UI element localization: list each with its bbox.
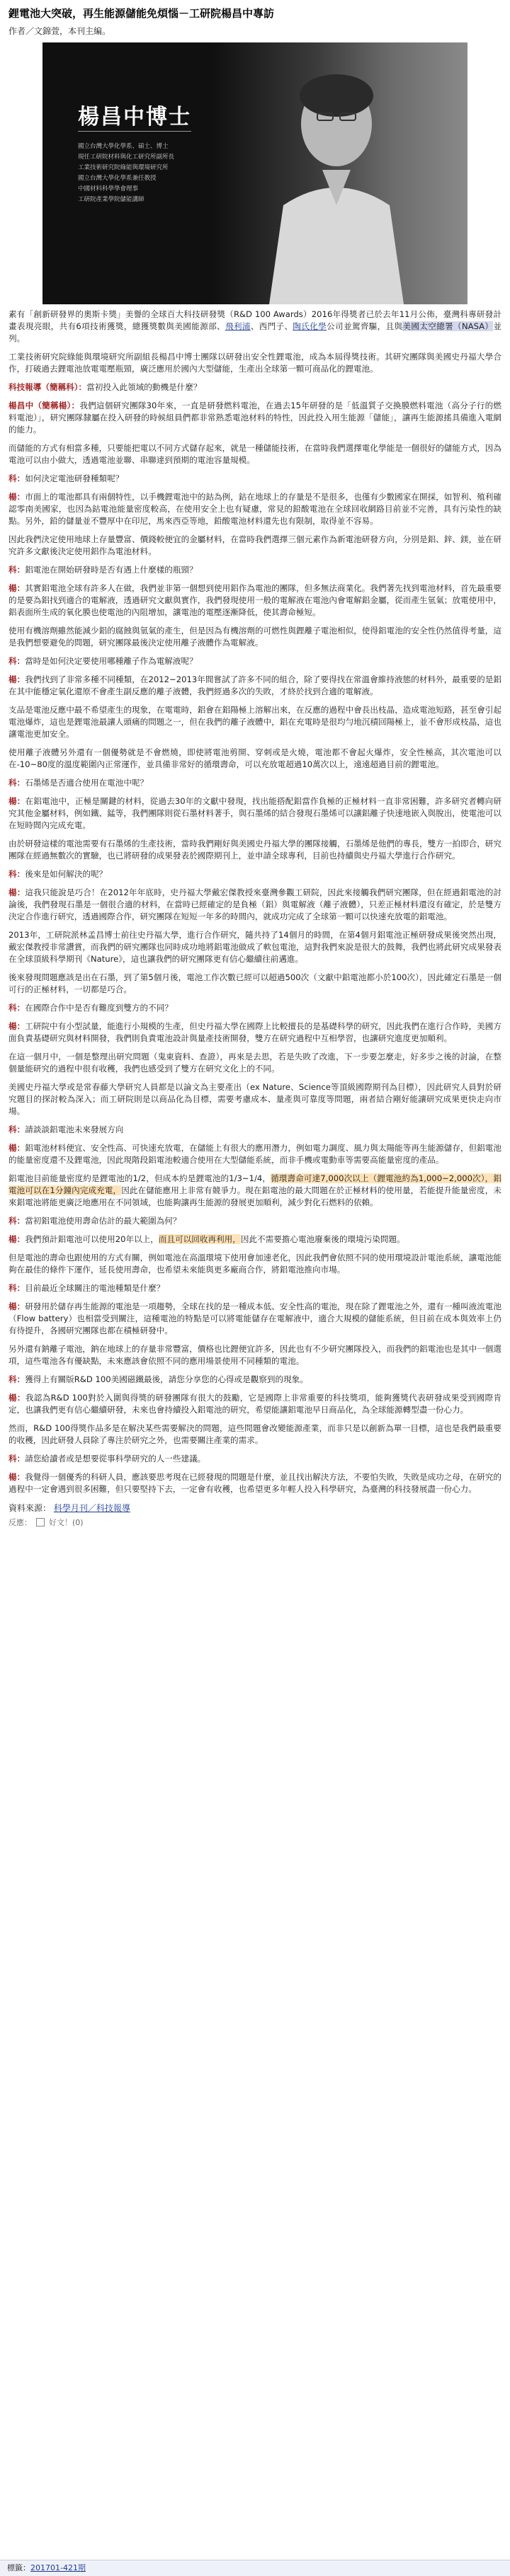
article-paragraph	[8, 1374, 502, 1386]
speaker-label: 楊：	[8, 1472, 26, 1482]
paragraph-text: 並列。	[8, 321, 502, 343]
paragraph-text: 因此不需要擔心電池廢棄後的環境污染問題。	[240, 1234, 405, 1244]
article-paragraph	[8, 887, 502, 923]
paragraph-text: 獲得上有關版R&D 100美國磁鐵最後，請您分享您的心得或是觀察到的現象。	[25, 1374, 308, 1384]
speaker-label: 科技報導（簡稱科）：	[8, 382, 87, 392]
source-label: 資料來源：	[8, 1503, 52, 1513]
article-body	[8, 309, 502, 1495]
article-paragraph	[8, 1215, 502, 1227]
paragraph-text: 2013年，工研院派林孟昌博士前往史丹福大學，進行合作研究，隨共持了14個月的時間，在第4個月鋁電池正極研發成果後突然出現，戴宏傑教授非常讚賞，而我們的研究團隊也同時成功地將鋁電池做成了軟包電池，這對我們來說是很大的鼓舞，我們也將此研究成果發表在全球頂級科學期刊《Nature》，這也讓我們的研究團隊更有信心繼續往前邁進。	[8, 930, 502, 964]
article-paragraph	[8, 838, 502, 862]
paragraph-text: 石墨烯是否適合使用在電池中呢？	[25, 778, 149, 788]
article-paragraph	[8, 747, 502, 771]
article-paragraph	[8, 1081, 502, 1117]
paragraph-text: 因此我們決定使用地球上存量豐富、價錢較便宜的金屬材料，在當時我們選擇三個元素作為新電池研發方向，分別是鋁、鋅、鎂，並在研究許多文獻後決定使用鋁作為電池材料。	[8, 534, 502, 556]
paragraph-text: 後來發現問題應該是出在石墨，到了第5個月後，電池工作次數已經可以超過500次（文獻中鋁電池都小於100次），因此確定石墨是一個可行的正極材料，一切都是巧合。	[8, 972, 502, 994]
article-paragraph	[8, 564, 502, 576]
paragraph-text: 支品是電池反應中最不希望產生的現象，在電電時，鋁會在鋁陽極上溶解出來，在反應的過程中會長出枝晶，造成電池短路，甚至會引起電池爆炸，這也是鋰電池最讓人頭痛的問題之一，但在我們的離子液體中，鋁在充電時是很均勻地沉積回陽極上，並不會形成枝晶，這也讓電池更加安全。	[8, 705, 502, 739]
bio-line: 工研院產業學院儲能講師	[78, 196, 144, 203]
article-paragraph	[8, 381, 502, 393]
tag-label: 標籤：	[7, 2563, 30, 2572]
paragraph-text: 我認為R&D 100對於入圍與得獎的研發團隊有很大的鼓勵，它是國際上非常重要的科技獎項，能夠獲獎代表研發成果受到國際肯定，也讓我們更有信心繼續研發，未來也會持續投入鋁電池的研究，希望能讓鋁電池早日商品化，為全球能源轉型盡一份心力。	[8, 1393, 502, 1415]
speaker-label: 科：	[8, 1374, 26, 1384]
bio-line: 工業技術研究院綠能與環境研究所	[78, 164, 169, 171]
speaker-label: 科：	[8, 473, 26, 483]
paragraph-text: 工業技術研究院綠能與環境研究所副組長楊昌中博士團隊以研發出安全性鋰電池，成為本屆得獎技術。其研究團隊與美國史丹福大學合作，打破過去鋰電池放電電壓瓶頸，廣泛應用於國內大型儲能，生產出全球第一顆可商品化的鋰電池。	[8, 352, 502, 374]
paragraph-text: 由於研發這樣的電池需要有石墨烯的生產技術，當時我們剛好與美國史丹福大學的團隊接觸，石墨烯是他們的專長，雙方一拍即合，研究團隊在經過無數次的實驗，也已將研發的成果發表於國際期刊上，並申請全球專利，目前也持續與史丹福大學進行合作研究。	[8, 839, 502, 861]
byline: 作者／文錦萱，本刊主編。	[8, 26, 111, 36]
paragraph-text: 請談談鋁電池未來發展方向	[25, 1125, 124, 1134]
bio-line: 中國材料科學學會理事	[78, 185, 139, 192]
paragraph-text: 當時是如何決定要使用哪種離子作為電解液呢？	[25, 656, 198, 666]
interview-photo	[42, 42, 468, 304]
speaker-label: 楊：	[8, 492, 26, 502]
speaker-label: 楊：	[8, 1234, 26, 1244]
speaker-label: 楊昌中（簡稱楊）：	[8, 401, 80, 410]
paragraph-text: 當初投入此領域的動機是什麼？	[86, 382, 202, 392]
reaction-option[interactable]: 好文！(0)	[49, 1518, 84, 1527]
paragraph-text: 使用有機溶劑雖然能減少鋁的腐蝕與氫氣的產生，但是因為有機溶劑的可燃性與鋰離子電池相似，使得鋁電池的安全性仍然值得考量，這是我們想要避免的問題，研究團隊最後決定使用離子液體作為電解液。	[8, 626, 502, 648]
portrait-image	[255, 64, 418, 304]
speaker-label: 楊：	[8, 583, 26, 593]
paragraph-text: 在這一個月中，一個是整理出研究問題（鬼東資料、查證），再來是去思，若是失敗了改進，下一步要怎麼走，好多步之後的討論，在整個量能研究的過程中很有收穫，我們也感受到了雙方在研究文化上的不同。	[8, 1052, 502, 1074]
paragraph-text: 鋁電池目前能量密度約是鋰電池的1/2，但成本約是鋰電池的1/3~1/4，	[8, 1173, 271, 1183]
article-title: 鋰電池大突破，再生能源儲能免煩惱－工研院楊昌中專訪	[8, 7, 275, 20]
article-paragraph	[8, 625, 502, 649]
article-paragraph	[8, 582, 502, 619]
source-link[interactable]: 科學月刊／科技報導	[53, 1503, 130, 1513]
article-paragraph	[8, 1173, 502, 1209]
article-paragraph	[8, 795, 502, 832]
reaction-label: 反應：	[8, 1518, 32, 1527]
paragraph-text: 其實鋁電池全球有許多人在做，我們並非第一個想到使用鋁作為電池的團隊，但多無法商業化。我們著先找到電池材料，首先最重要的是要為鋁找到適合的電解液，透過研究文獻與實作，我們發現使用一般的電解液在電池內會電解鋁金屬，從而產生氫氣；放電使用中，鋁表面所生成的氧化膜也使電池的內阻增加，讓電池的電壓逐漸降低，使其壽命極短。	[8, 583, 502, 617]
article-paragraph	[8, 1020, 502, 1045]
paragraph-text: 在鋁電池中，正極是關鍵的材料，從過去30年的文獻中發現，找出能搭配鋁當作負極的正極材料一直非常困難，許多研究者轉向研究其他金屬材料，例如鐵、錳等，我們團隊則從石墨材料著手，與石墨烯的結合發現石墨烯可以讓鋁離子快速地嵌入與脫出，使電池可以在短時間內完成充電。	[8, 796, 502, 830]
speaker-label: 楊：	[8, 674, 26, 684]
article-paragraph	[8, 777, 502, 789]
paragraph-text: 我們預計鋁電池可以使用20年以上，	[25, 1234, 159, 1244]
portrait-name: 楊昌中博士	[78, 105, 191, 130]
paragraph-text: 另外還有鈉離子電池，鈉在地球上的存量非常豐富，價格也比鋰便宜許多，因此也有不少研究團隊投入，而我們的鋁電池也是其中一個選項，這些電池各有優缺點，未來應該會依照不同的應用場景使用不同種類的電池。	[8, 1344, 502, 1366]
paragraph-text: 目前最近全球關注的電池種類是什麼？	[25, 1283, 165, 1293]
paragraph-text: 、西門子、	[250, 321, 293, 331]
speaker-label: 科：	[8, 1125, 26, 1134]
tag-footer	[0, 2560, 510, 2576]
article-paragraph	[8, 534, 502, 558]
article-paragraph	[8, 1301, 502, 1337]
paragraph-text: 美國太空總署（NASA）	[402, 321, 494, 331]
paragraph-text: 然而，R&D 100得獎作品多是在解決某些需要解決的問題，這些問題會改變能源產業，而非只是以創新為單一目標，這也是我們最重要的收穫，因此研發人員除了專注於研究之外，也需要關注產業的需求。	[8, 1423, 502, 1445]
speaker-label: 科：	[8, 656, 26, 666]
paragraph-text: 如何決定電池研發種類呢？	[25, 473, 124, 483]
article-paragraph	[8, 1453, 502, 1465]
paragraph-text: 公司並駕齊驅，且與	[327, 321, 403, 331]
paragraph-text: 請您給讀者或是想要從事科學研究的人一些建議。	[25, 1454, 206, 1464]
reaction-checkbox[interactable]	[36, 1518, 45, 1526]
article-paragraph	[8, 1234, 502, 1246]
paragraph-text: 鋁電池在開始研發時是否有遇上什麼樣的瓶頸？	[25, 565, 198, 575]
speaker-label: 楊：	[8, 796, 26, 806]
article-paragraph	[8, 674, 502, 698]
article-paragraph	[8, 972, 502, 996]
article-paragraph	[8, 1392, 502, 1416]
portrait-bio	[78, 142, 198, 205]
paragraph-text: 市面上的電池都具有兩個特性，以手機鋰電池中的鈷為例，鈷在地球上的存量是不是很多，也僅有少數國家在開採，如智利、殖利確認零南美國家，也因為鈷電池能量密度較高，在使用安全上也有疑慮，常見的鉛酸電池在全球回收網路目前並不完善，具有污染性的缺點。另外，鉛的儲量並不豐厚中在印尼，馬來西亞等地，鉛酸電池材料還先也有限制，取得並不容易。	[8, 492, 502, 526]
paragraph-text: 因此在儲能應用上非常有競爭力。現在鋁電池的最大問題在於正極材料的使用量，若能提升能量密度，未來鋁電池將能更廣泛地應用在不同領域，也能夠讓再生能源的發展更加順利，減少對化石燃料的依賴。	[8, 1185, 502, 1207]
article-paragraph	[8, 868, 502, 880]
paragraph-text: 當初鋁電池使用壽命估計的最大範圍為何？	[25, 1216, 181, 1226]
article-paragraph	[8, 1422, 502, 1447]
reader-reaction	[8, 1517, 502, 1528]
paragraph-text: 而儲能的方式有相當多種，只要能把電以不同方式儲存起來，就是一種儲能技術，在當時我們選擇電化學能是一個很好的儲能方式，因為電池可以由小做大，透過電池並聯、串聯達到預期的電池容量規模。	[8, 443, 502, 465]
speaker-label: 楊：	[8, 1143, 26, 1153]
article-paragraph	[8, 1282, 502, 1294]
bio-line: 國立台灣大學化學系、碩士、博士	[78, 143, 169, 150]
paragraph-text: 這我只能說是巧合！在2012年年底時，史丹福大學戴宏傑教授來臺灣參觀工研院，因此來接觸我們研究團隊，但在經過鋁電池的討論後，我們發現石墨是一個很合適的材料，在當時已經確定的是負極（鋁）與電解液（離子液體），只差正極材料還沒有確定，於是雙方決定合作進行研究，透過國際合作，研究團隊在短短一年多的時間內，就成功完成了全球第一顆可以快速充放電的鋁電池。	[8, 887, 502, 921]
speaker-label: 科：	[8, 1216, 26, 1226]
paragraph-text: 我們這個研究團隊30年來，一直是研發燃料電池，在過去15年研發的是「低溫質子交換膜燃料電池（高分子行的燃料電池）」，研究團隊隸屬在投入研發的時候組員們都非常熟悉電池材料的特性，因此投入用生能源「儲能」，讓再生能源搖具備進入電網的能力。	[8, 401, 502, 435]
article-paragraph	[8, 351, 502, 375]
paragraph-text: 而且可以回收再利用，	[158, 1234, 241, 1244]
article-paragraph	[8, 400, 502, 436]
article-paragraph	[8, 1252, 502, 1276]
article-paragraph	[8, 473, 502, 485]
paragraph-text: 後來是如何解決的呢？	[25, 869, 108, 879]
article-paragraph	[8, 704, 502, 740]
speaker-label: 楊：	[8, 887, 26, 897]
article-paragraph	[8, 442, 502, 466]
speaker-label: 楊：	[8, 1021, 26, 1031]
paragraph-text: 研發用於儲存再生能源的電池是一項趨勢，全球在找的是一種成本低、安全性高的電池，現在除了鋰電池之外，還有一種叫液流電池（Flow battery）也相當受到關注，這種電池的特點是可以將電能儲存在電解液中，適合大規模的儲能系統，但目前在成本與效率上仍有待提升，各國研究團隊也都在積極研發中。	[8, 1301, 502, 1335]
article-paragraph	[8, 1343, 502, 1367]
tag-link[interactable]: 201701-421期	[30, 2563, 86, 2572]
speaker-label: 楊：	[8, 1393, 26, 1403]
article-paragraph	[8, 1124, 502, 1136]
paragraph-text: 但是電池的壽命也跟使用的方式有關，例如電池在高溫環境下使用會加速老化，因此我們會依照不同的使用環境設計電池系統，讓電池能夠在最佳的條件下運作，延長使用壽命，也希望未來能與更多廠商合作，將鋁電池推向市場。	[8, 1253, 502, 1275]
source-line	[8, 1502, 502, 1514]
paragraph-text: 在國際合作中是否有難度到雙方的不同？	[25, 1003, 173, 1013]
speaker-label: 科：	[8, 778, 26, 788]
speaker-label: 楊：	[8, 1301, 26, 1311]
paragraph-text: 飛利浦	[225, 321, 251, 331]
paragraph-text: 循環壽命可達7,000次以上（鋰電池約為1,000~2,000次），鋁電池可以在1分鐘內完成充電，	[8, 1173, 502, 1195]
article-paragraph	[8, 1051, 502, 1075]
speaker-label: 科：	[8, 1454, 26, 1464]
paragraph-text: 我覺得一個優秀的科研人員，應該要思考現在已經發現的問題是什麼，並且找出解決方法，不要怕失敗，失敗是成功之母，在研究的過程中一定會遇到很多困難，但只要堅持下去，一定會有收穫，也希望更多年輕人投入科學研究，為臺灣的科技發展盡一份心力。	[8, 1472, 502, 1494]
bio-line: 現任工研院材料與化工研究所副所長	[78, 154, 175, 161]
speaker-label: 科：	[8, 869, 26, 879]
paragraph-text: 鋁電池材料便宜、安全性高、可快速充放電，在儲能上有很大的應用潛力，例如電力調度、風力與太陽能等再生能源儲存，但鋁電池的能量密度還不及鋰電池，因此現階段鋁電池較適合使用在大型儲能系統，而非手機或電動車等需要高能量密度的產品。	[8, 1143, 502, 1165]
article-paragraph	[8, 929, 502, 965]
paragraph-text: 我們找到了非常多種不同種類，在2012~2013年間嘗試了許多不同的組合，除了要得找在常溫會維持液態的材料外，最重要的是鋁在其中能穩定氧化還原不會產生副反應的離子液體，我們經過多次的失敗，才終於找到合適的電解液。	[8, 674, 502, 696]
paragraph-text: 美國史丹福大學或是常春藤大學研究人員都是以論文為主要產出（ex Nature、Science等頂級國際期刊為目標），因此研究人員對於研究題目的探討較為深入；而工研院則是以商品化為目標，需要考慮成本、量產與可靠度等問題，兩者結合剛好能讓研究成果更快走向市場。	[8, 1082, 502, 1116]
portrait-divider	[78, 131, 191, 132]
paragraph-text: 使用離子液體另外還有一個優勢就是不會燃燒，即使將電池剪開、穿刺或是火燒，電池都不會起火爆炸，安全性極高，其次電池可以在-10~80度的溫度範圍內正常運作，並具備非常好的循環壽命，可以充放電超過10萬次以上，遠遠超過目前的鋰電池。	[8, 747, 502, 769]
article-paragraph	[8, 1142, 502, 1166]
speaker-label: 科：	[8, 1283, 26, 1293]
bio-line: 國立台灣大學化學系兼任教授	[78, 175, 157, 182]
article-paragraph	[8, 1471, 502, 1495]
article-paragraph	[8, 1002, 502, 1014]
speaker-label: 科：	[8, 565, 26, 575]
article-paragraph	[8, 655, 502, 667]
article-paragraph	[8, 309, 502, 345]
paragraph-text: 陶氏化學	[293, 321, 327, 331]
article-paragraph	[8, 491, 502, 527]
speaker-label: 科：	[8, 1003, 26, 1013]
paragraph-text: 工研院中有小型試量，能進行小規模的生產，但史丹福大學在國際上比較擅長的是基礎科學的研究，因此我們在進行合作時，美國方面負責基礎研究與材料開發，我們則負責電池設計與量產技術開發，雙方在研究過程中互相學習，也讓研究進度更加順利。	[8, 1021, 502, 1043]
paragraph-text: 素有「創新研發界的奧斯卡獎」美譽的全球百大科技研發獎（R&D 100 Awards）2016年得獎者已於去年11月公佈，臺灣科專研發計畫表現亮眼，共有6項技術獲獎，總獲獎數與美國能源部、	[8, 309, 502, 331]
